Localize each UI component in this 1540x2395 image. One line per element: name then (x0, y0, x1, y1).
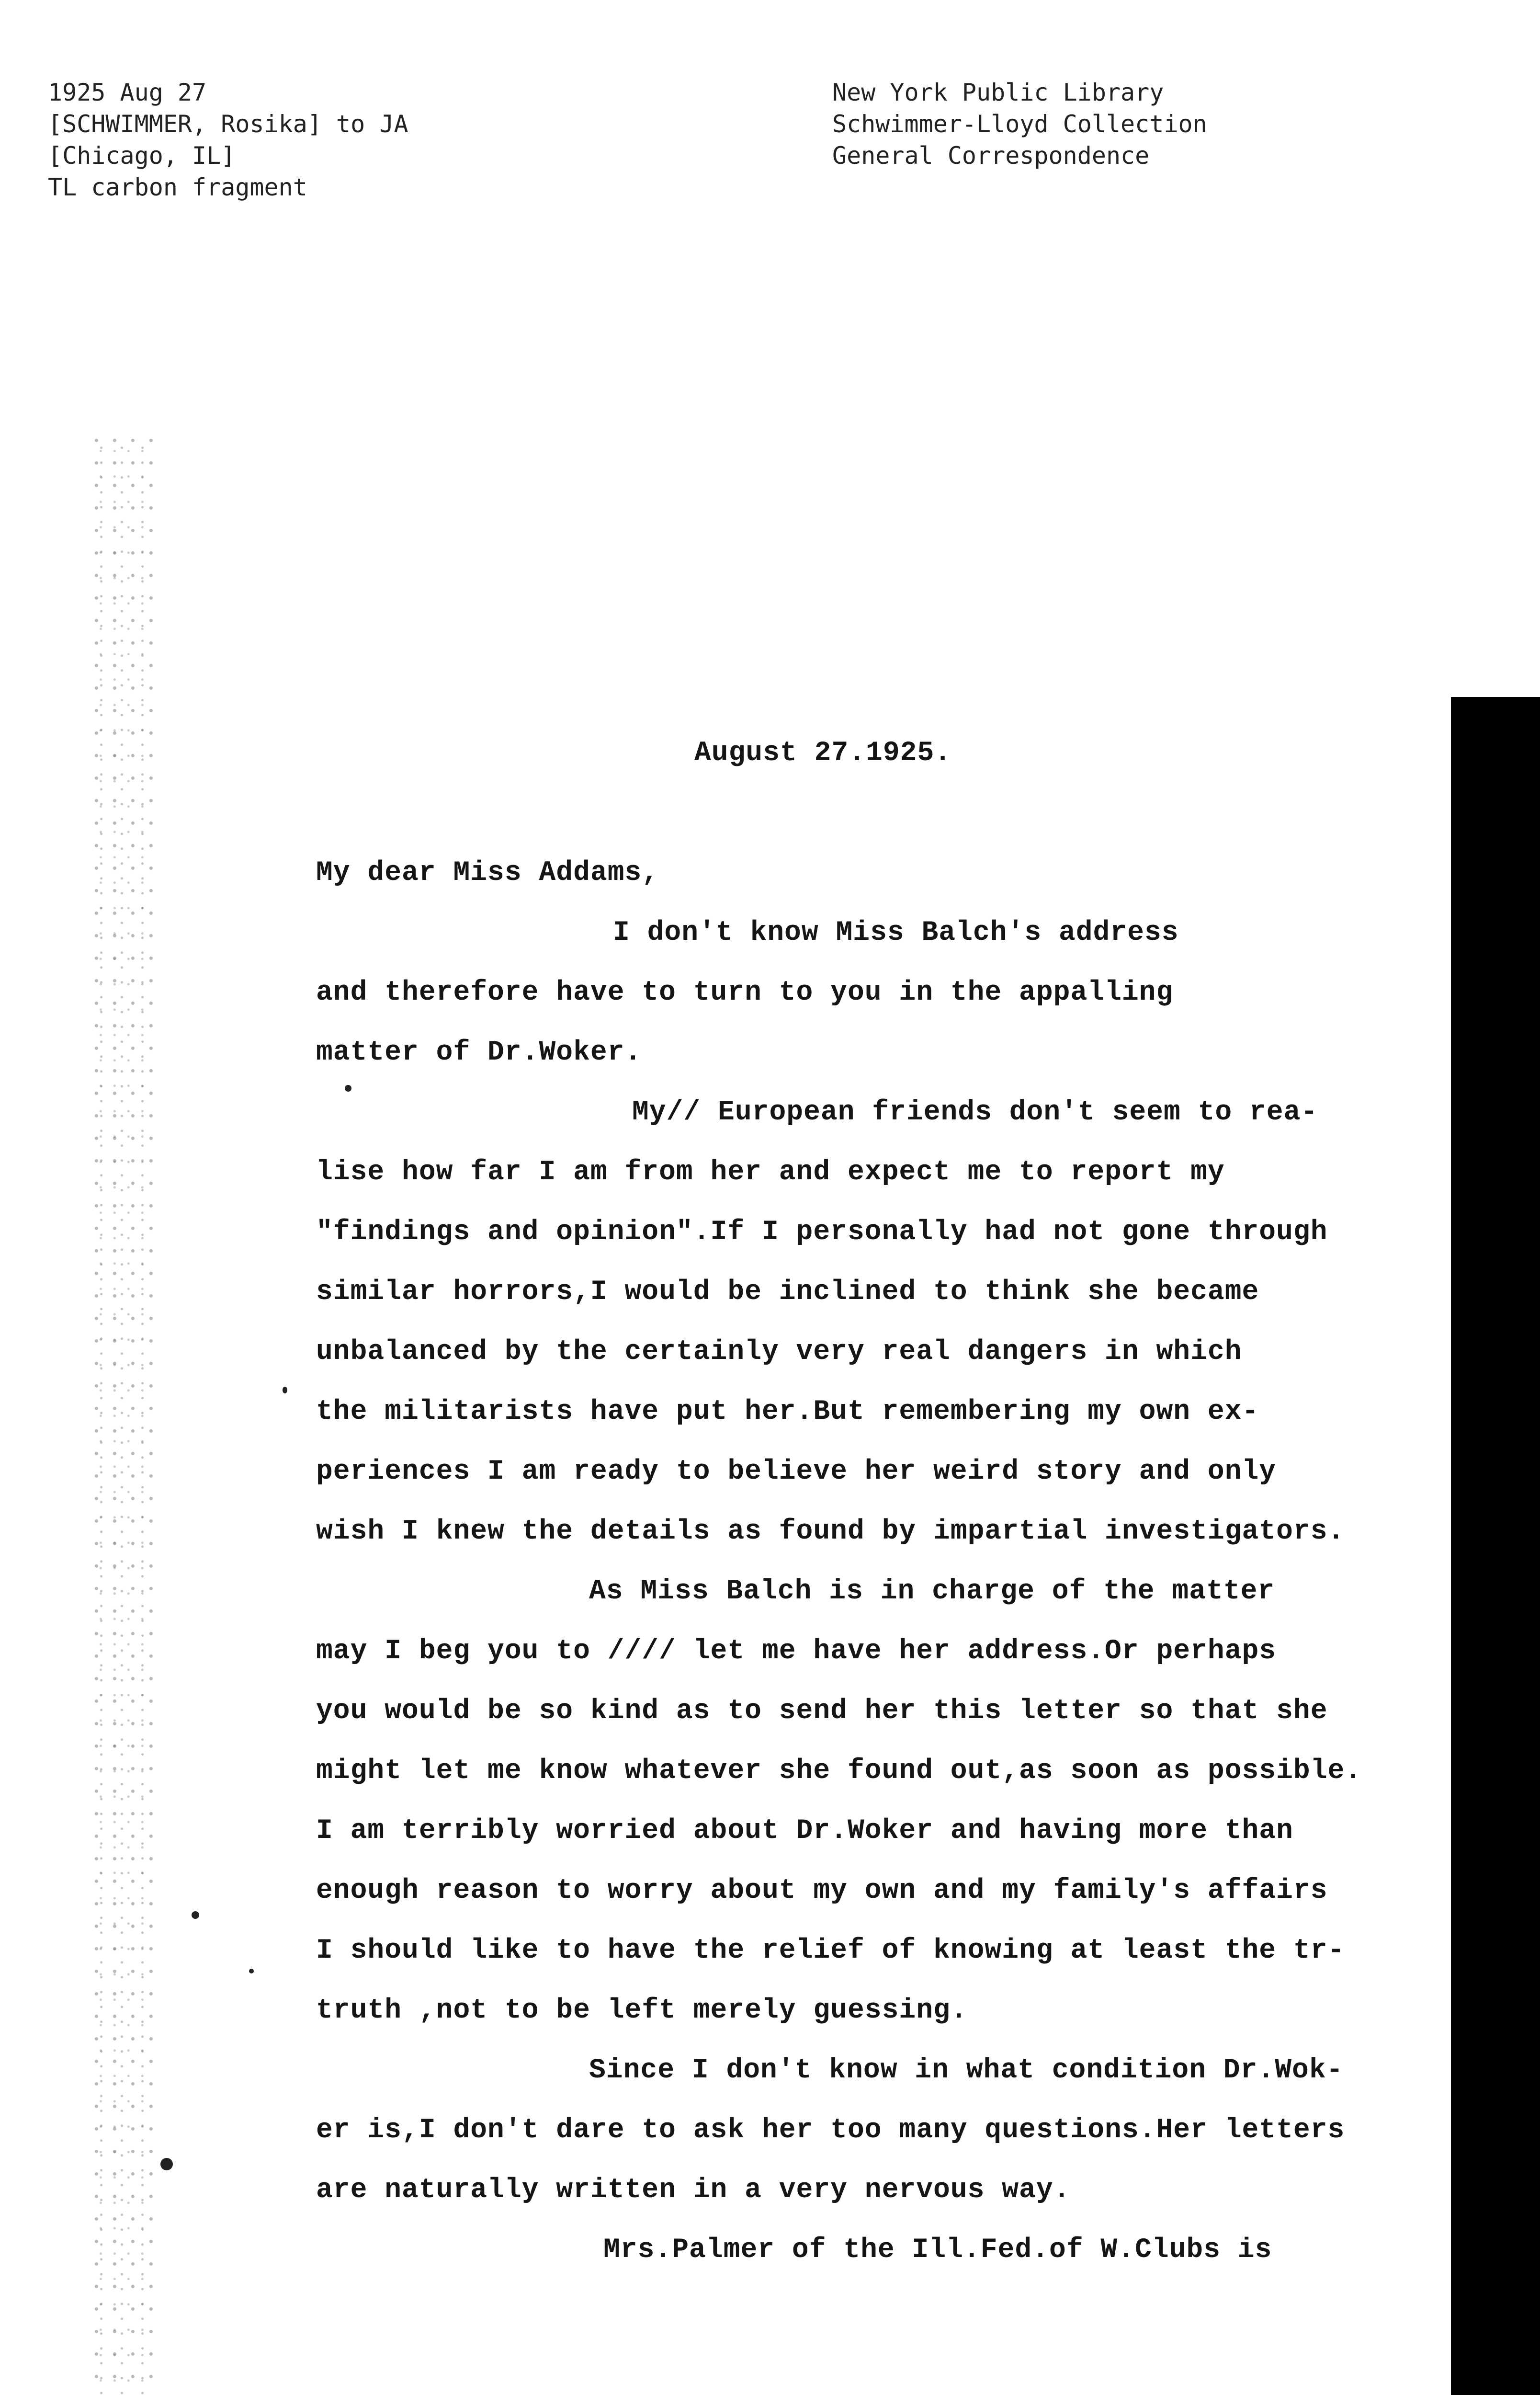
letter-salutation: My dear Miss Addams, (316, 857, 659, 889)
letter-line: Mrs.Palmer of the Ill.Fed.of W.Clubs is (603, 2235, 1272, 2266)
ink-speck (345, 1085, 351, 1092)
letter-line: the militarists have put her.But remembering my own ex- (316, 1396, 1259, 1427)
ink-speck (283, 1387, 287, 1393)
catalog-format: TL carbon fragment (48, 173, 307, 201)
repository-metadata (832, 77, 1207, 171)
letter-line: wish I knew the details as found by impartial investigators. (316, 1516, 1345, 1547)
ink-speck (249, 1969, 254, 1973)
repository-series: General Correspondence (832, 142, 1150, 170)
letter-line: might let me know whatever she found out,as soon as possible. (316, 1756, 1362, 1787)
letter-line: As Miss Balch is in charge of the matter (589, 1576, 1275, 1607)
letter-line: My// European friends don't seem to rea- (632, 1097, 1318, 1128)
repository-library: New York Public Library (832, 79, 1164, 106)
catalog-date: 1925 Aug 27 (48, 79, 207, 106)
catalog-correspondents: [SCHWIMMER, Rosika] to JA (48, 110, 408, 138)
letter-line: similar horrors,I would be inclined to think she became (316, 1277, 1259, 1308)
ink-speck (160, 2158, 173, 2170)
letter-line: lise how far I am from her and expect me to report my (316, 1157, 1225, 1188)
letter-line: enough reason to worry about my own and my family's affairs (316, 1875, 1328, 1906)
letter-line: you would be so kind as to send her this letter so that she (316, 1696, 1328, 1727)
letter-line: may I beg you to //// let me have her address.Or perhaps (316, 1636, 1277, 1667)
letter-line: matter of Dr.Woker. (316, 1037, 642, 1068)
letter-line: I should like to have the relief of knowing at least the tr- (316, 1935, 1345, 1966)
letter-line: I am terribly worried about Dr.Woker and having more than (316, 1815, 1293, 1847)
letter-line: and therefore have to turn to you in the appalling (316, 977, 1174, 1008)
letter-line: er is,I don't dare to ask her too many questions.Her letters (316, 2115, 1345, 2146)
carbon-paper-edge-noise (91, 436, 153, 2395)
letter-line: truth ,not to be left merely guessing. (316, 1995, 968, 2026)
letter-line: unbalanced by the certainly very real dangers in which (316, 1336, 1242, 1368)
letter-line: "findings and opinion".If I personally had not gone through (316, 1217, 1328, 1248)
letter-line: Since I don't know in what condition Dr.Wok- (589, 2055, 1344, 2086)
catalog-metadata (48, 77, 408, 203)
catalog-place: [Chicago, IL] (48, 142, 236, 170)
letter-line: I don't know Miss Balch's address (613, 917, 1179, 948)
letter-date: August 27.1925. (694, 738, 952, 769)
scan-border-right (1451, 697, 1540, 2395)
repository-collection: Schwimmer-Lloyd Collection (832, 110, 1207, 138)
letter-line: periences I am ready to believe her weird story and only (316, 1456, 1277, 1487)
ink-speck (192, 1911, 199, 1919)
letter-line: are naturally written in a very nervous way. (316, 2175, 1071, 2206)
